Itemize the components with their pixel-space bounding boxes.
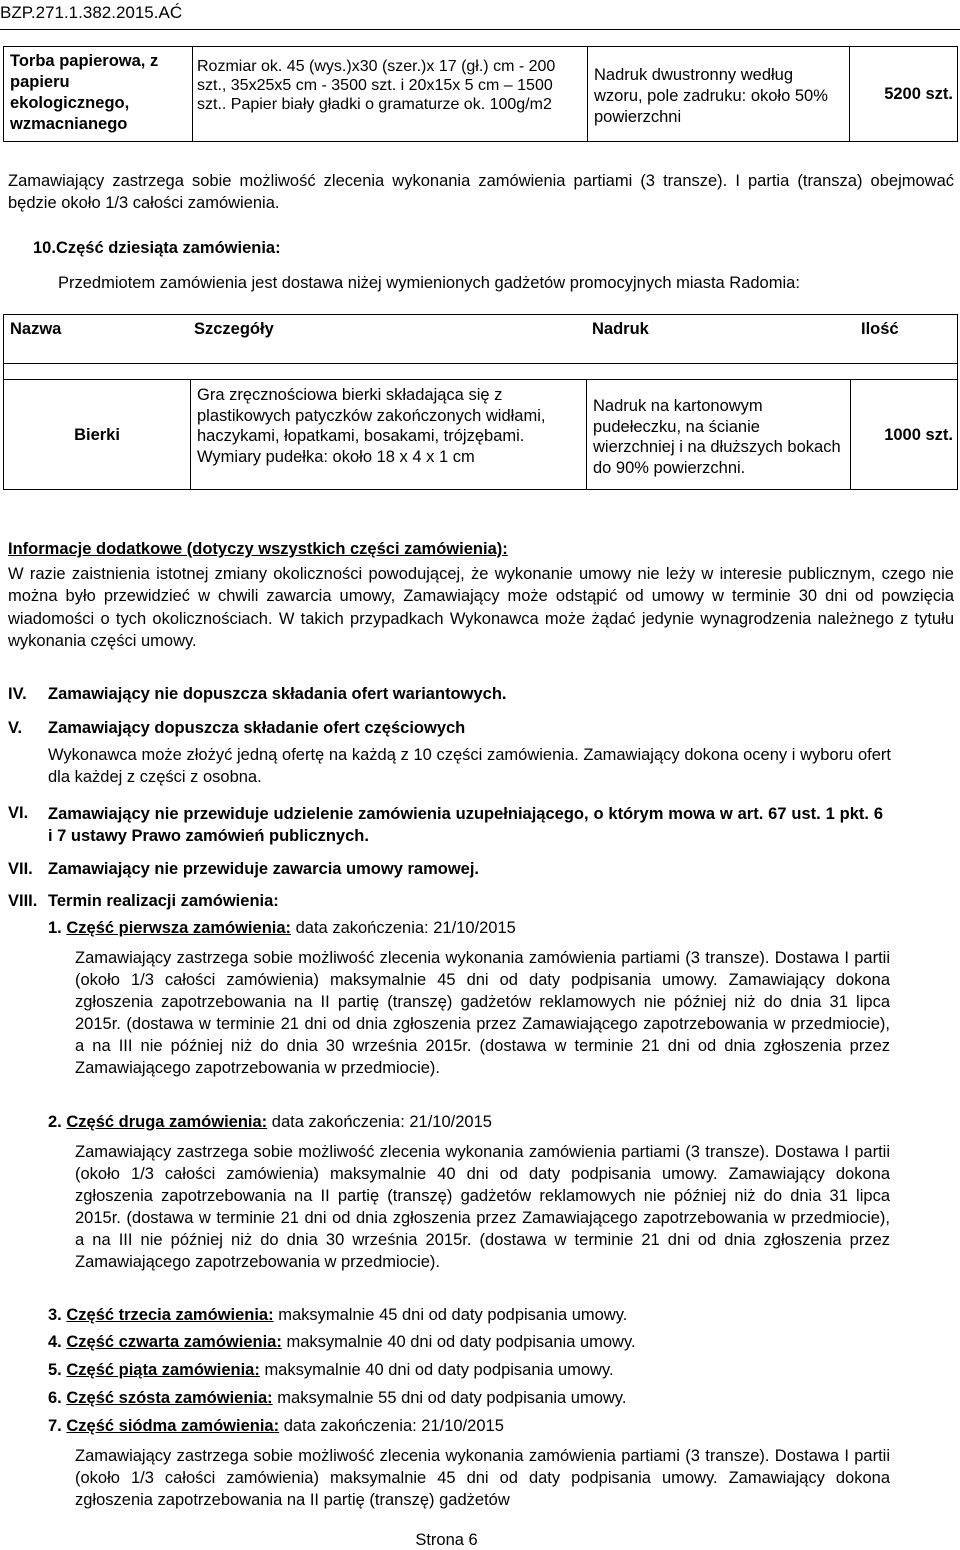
section-v-numeral: V. (8, 719, 23, 737)
section-vii-title: Zamawiający nie przewiduje zawarcia umowy ramowej. (48, 860, 479, 878)
term-label: Część trzecia zamówienia: (66, 1306, 274, 1324)
term-value: maksymalnie 45 dni od daty podpisania umowy. (278, 1306, 628, 1324)
term-item-6 (48, 1388, 626, 1408)
term-number: 5. (48, 1361, 62, 1379)
product-details-cell: Rozmiar ok. 45 (wys.)x30 (szer.)x 17 (gł.) cm - 200 szt., 35x25x5 cm - 3500 szt. i 20x15x 5 cm – 1500 szt.. Papier biały gładki o gramaturze ok. 100g/m2 (193, 47, 588, 141)
term-value: maksymalnie 40 dni od daty podpisania umowy. (286, 1333, 636, 1351)
row-name-cell: Bierki (4, 380, 191, 489)
term-2-description: Zamawiający zastrzega sobie możliwość zlecenia wykonania zamówienia partiami (3 transze). Dostawa I partii (około 1/3 całości zamówienia) maksymalnie 40 dni od daty podpisania umowy. Zamawiający dokona zgłoszenia zapotrzebowania na II partię (transzę) gadżetów reklamowych nie później niż do dnia 31 lipca 2015r. (dostawa w terminie 21 dni od dnia zgłoszenia przez Zamawiającego zapotrzebowania w przedmiocie), a na III nie później niż do dnia 30 września 2015r. (dostawa w terminie 21 dni od dnia zgłoszenia przez Zamawiającego zapotrzebowania w przedmiocie). (75, 1143, 890, 1272)
section-viii-numeral: VIII. (8, 892, 38, 910)
table-header-row (4, 315, 957, 364)
product-table-bierki (3, 314, 958, 490)
term-number: 2. (48, 1113, 62, 1131)
product-name-cell: Torba papierowa, z papieru ekologicznego, wzmacnianego (4, 47, 193, 141)
column-header-print: Nadruk (592, 320, 649, 338)
term-value: maksymalnie 40 dni od daty podpisania umowy. (264, 1361, 614, 1379)
additional-info-heading: Informacje dodatkowe (dotyczy wszystkich części zamówienia): (8, 540, 508, 558)
term-label: Część druga zamówienia: (66, 1113, 268, 1131)
term-label: Część czwarta zamówienia: (66, 1333, 282, 1351)
product-table-bag (3, 46, 958, 142)
term-label: Część siódma zamówienia: (66, 1417, 280, 1435)
product-print-cell: Nadruk dwustronny według wzoru, pole zadruku: około 50% powierzchni (588, 47, 850, 141)
column-header-name: Nazwa (10, 320, 62, 338)
section-vii-numeral: VII. (8, 860, 33, 878)
term-number: 7. (48, 1417, 62, 1435)
term-1-description: Zamawiający zastrzega sobie możliwość zlecenia wykonania zamówienia partiami (3 transze). Dostawa I partii (około 1/3 całości zamówienia) maksymalnie 45 dni od daty podpisania umowy. Zamawiający dokona zgłoszenia zapotrzebowania na II partię (transzę) gadżetów reklamowych nie później niż do dnia 31 lipca 2015r. (dostawa w terminie 21 dni od dnia zgłoszenia przez Zamawiającego zapotrzebowania w przedmiocie), a na III nie później niż do dnia 30 września 2015r. (dostawa w terminie 21 dni od dnia zgłoszenia przez Zamawiającego zapotrzebowania w przedmiocie). (75, 949, 890, 1078)
additional-info-text: W razie zaistnienia istotnej zmiany okoliczności powodującej, że wykonanie umowy nie leży w interesie publicznym, czego nie można było przewidzieć w chwili zawarcia umowy, Zamawiający może odstąpić od umowy w terminie 30 dni od powzięcia wiadomości o tych okolicznościach. W takich przypadkach Wykonawca może żądać jedynie wynagrodzenia należnego z tytułu wykonania części umowy. (8, 565, 954, 650)
part-10-number: 10. (33, 239, 56, 257)
term-value: maksymalnie 55 dni od daty podpisania umowy. (277, 1389, 627, 1407)
section-v-title: Zamawiający dopuszcza składanie ofert częściowych (48, 719, 466, 737)
product-quantity-cell: 5200 szt. (884, 85, 953, 103)
term-7-description: Zamawiający zastrzega sobie możliwość zlecenia wykonania zamówienia partiami (3 transze). Dostawa I partii (około 1/3 całości zamówienia) maksymalnie 45 dni od daty podpisania umowy. Zamawiający dokona zgłoszenia zapotrzebowania na II partię (transzę) gadżetów (75, 1447, 890, 1510)
term-label: Część piąta zamówienia: (66, 1361, 260, 1379)
term-label: Część szósta zamówienia: (66, 1389, 273, 1407)
part-10-intro: Przedmiotem zamówienia jest dostawa niżej wymienionych gadżetów promocyjnych miasta Radomia: (58, 274, 800, 292)
section-vi-title: Zamawiający nie przewiduje udzielenie zamówienia uzupełniającego, o którym mowa w art. 67 ust. 1 pkt. 6 i 7 ustawy Prawo zamówień publicznych. (48, 805, 883, 845)
term-item-7 (48, 1416, 504, 1436)
term-value: data zakończenia: 21/10/2015 (283, 1417, 504, 1435)
term-item-3 (48, 1305, 627, 1325)
header-divider (0, 29, 960, 30)
column-header-quantity: Ilość (861, 320, 899, 338)
document-reference: BZP.271.1.382.2015.AĆ (0, 3, 183, 22)
term-item-5 (48, 1360, 614, 1380)
term-value: data zakończenia: 21/10/2015 (271, 1113, 492, 1131)
term-item-1 (48, 918, 516, 938)
section-iv-numeral: IV. (8, 685, 27, 703)
section-viii-title: Termin realizacji zamówienia: (48, 892, 279, 910)
term-number: 3. (48, 1306, 62, 1324)
term-number: 6. (48, 1389, 62, 1407)
part-10-title: Część dziesiąta zamówienia: (55, 239, 281, 257)
section-vi-numeral: VI. (8, 804, 29, 822)
tranche-note: Zamawiający zastrzega sobie możliwość zlecenia wykonania zamówienia partiami (3 transze). I partia (transza) obejmować będzie około 1/3 całości zamówienia. (8, 172, 954, 212)
page-number: Strona 6 (415, 1531, 478, 1549)
section-iv-title: Zamawiający nie dopuszcza składania ofert wariantowych. (48, 685, 507, 703)
section-v-text: Wykonawca może złożyć jedną ofertę na każdą z 10 części zamówienia. Zamawiający dokona oceny i wyboru ofert dla każdej z części z osobna. (48, 746, 891, 786)
term-number: 4. (48, 1333, 62, 1351)
row-quantity-cell: 1000 szt. (884, 425, 953, 444)
table-row (4, 379, 957, 489)
row-print-cell: Nadruk na kartonowym pudełeczku, na ścianie wierzchniej i na dłuższych bokach do 90% powierzchni. (587, 380, 851, 489)
row-details-cell: Gra zręcznościowa bierki składająca się z plastikowych patyczków zakończonych widłami, haczykami, łopatkami, bosakami, trójzębami. Wymiary pudełka: około 18 x 4 x 1 cm (191, 380, 587, 489)
term-item-4 (48, 1332, 636, 1352)
term-value: data zakończenia: 21/10/2015 (295, 919, 516, 937)
term-label: Część pierwsza zamówienia: (66, 919, 292, 937)
part-10-heading (33, 238, 281, 258)
term-item-2 (48, 1112, 492, 1132)
column-header-details: Szczegóły (194, 320, 274, 338)
term-number: 1. (48, 919, 62, 937)
